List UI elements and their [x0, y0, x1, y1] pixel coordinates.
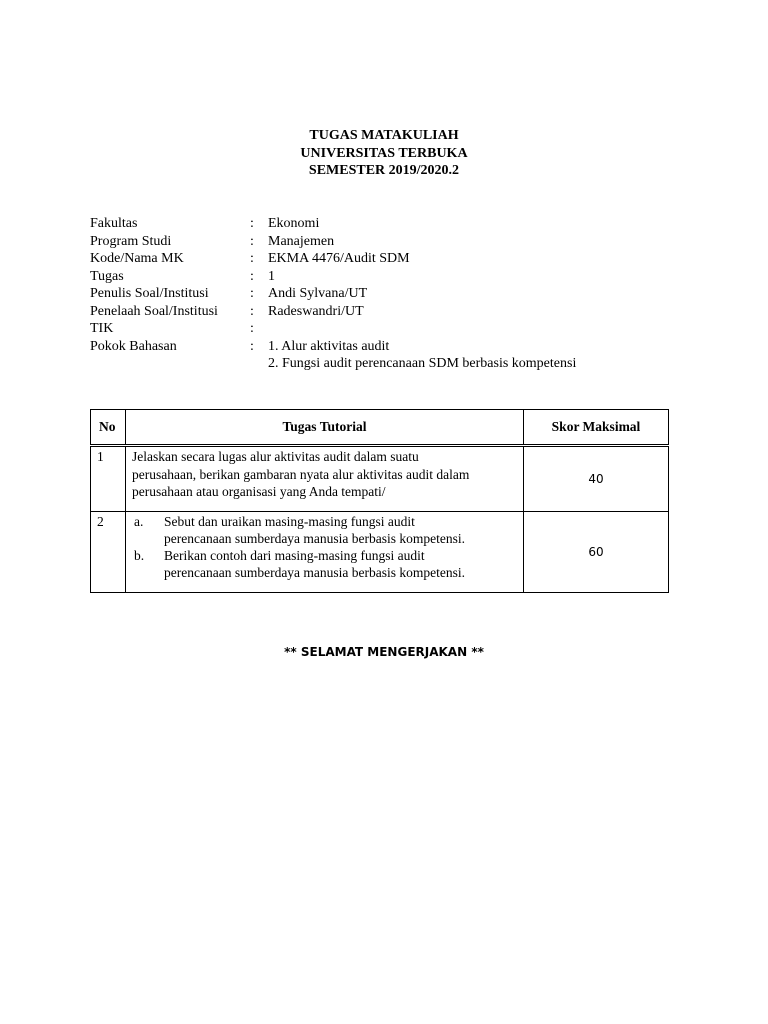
info-row-program-studi — [90, 233, 690, 251]
task-line: perencanaan sumberdaya manusia berbasis kompetensi. — [164, 565, 466, 580]
sub-task-b — [132, 547, 517, 581]
info-value: EKMA 4476/Audit SDM — [268, 251, 410, 266]
task-line: perusahaan atau organisasi yang Anda tempati/ — [132, 484, 386, 499]
info-label: TIK — [90, 321, 114, 336]
info-label: Penelaah Soal/Institusi — [90, 303, 218, 319]
info-label: Pokok Bahasan — [90, 338, 177, 354]
max-score: 40 — [524, 446, 669, 512]
info-row-tik — [90, 320, 690, 338]
info-label: Penulis Soal/Institusi — [90, 286, 209, 301]
sub-task-letter: a. — [134, 514, 144, 529]
info-value: Radeswandri/UT — [268, 303, 364, 319]
task-line: Sebut dan uraikan masing-masing fungsi audit — [164, 514, 415, 529]
title-line-3: SEMESTER 2019/2020.2 — [308, 163, 460, 178]
course-info-list — [90, 215, 690, 373]
task-description — [126, 446, 524, 512]
info-value: Ekonomi — [268, 216, 320, 231]
info-value — [268, 320, 690, 338]
info-row-penelaah-soal — [90, 303, 690, 321]
info-separator: : — [250, 321, 254, 336]
info-separator: : — [250, 303, 254, 319]
info-row-pokok-bahasan — [90, 338, 690, 373]
info-value: 1 — [268, 268, 275, 284]
info-value — [268, 338, 690, 373]
topic-item: 1. Alur aktivitas audit — [268, 338, 390, 354]
info-separator: : — [250, 233, 254, 249]
table-row — [91, 446, 669, 512]
title-line-2: UNIVERSITAS TERBUKA — [300, 145, 468, 161]
info-row-penulis-soal — [90, 285, 690, 303]
task-line: Jelaskan secara lugas alur aktivitas audit dalam suatu — [132, 449, 419, 464]
row-number: 2 — [91, 512, 126, 593]
task-description — [126, 512, 524, 593]
row-number: 1 — [91, 446, 126, 512]
info-row-tugas — [90, 268, 690, 286]
info-row-fakultas — [90, 215, 690, 233]
topic-item: 2. Fungsi audit perencanaan SDM berbasis kompetensi — [268, 356, 577, 371]
max-score: 60 — [524, 512, 669, 593]
table-row — [91, 512, 669, 593]
info-label: Tugas — [90, 268, 124, 284]
task-line: perencanaan sumberdaya manusia berbasis kompetensi. — [164, 531, 466, 546]
info-label: Program Studi — [90, 233, 172, 249]
closing-message: ** SELAMAT MENGERJAKAN ** — [284, 645, 484, 659]
info-row-kode-nama-mk — [90, 250, 690, 268]
info-separator: : — [250, 216, 254, 231]
column-header-task: Tugas Tutorial — [126, 410, 524, 446]
sub-task-text — [164, 513, 517, 547]
info-separator: : — [250, 286, 254, 301]
task-line: Berikan contoh dari masing-masing fungsi audit — [164, 548, 425, 563]
info-separator: : — [250, 251, 254, 266]
sub-task-letter: b. — [134, 548, 145, 563]
info-value: Manajemen — [268, 233, 335, 249]
info-value: Andi Sylvana/UT — [268, 286, 368, 301]
info-label: Fakultas — [90, 216, 138, 231]
info-separator: : — [250, 338, 254, 354]
task-table — [90, 409, 669, 593]
info-separator: : — [250, 268, 254, 284]
info-label: Kode/Nama MK — [90, 251, 184, 266]
sub-task-text — [164, 547, 517, 581]
column-header-score: Skor Maksimal — [524, 410, 669, 446]
task-line: perusahaan, berikan gambaran nyata alur aktivitas audit dalam — [132, 466, 470, 482]
sub-task-a — [132, 513, 517, 547]
table-header-row — [91, 410, 669, 446]
column-header-no: No — [91, 410, 126, 446]
page-title — [0, 127, 768, 180]
title-line-1: TUGAS MATAKULIAH — [309, 128, 459, 143]
